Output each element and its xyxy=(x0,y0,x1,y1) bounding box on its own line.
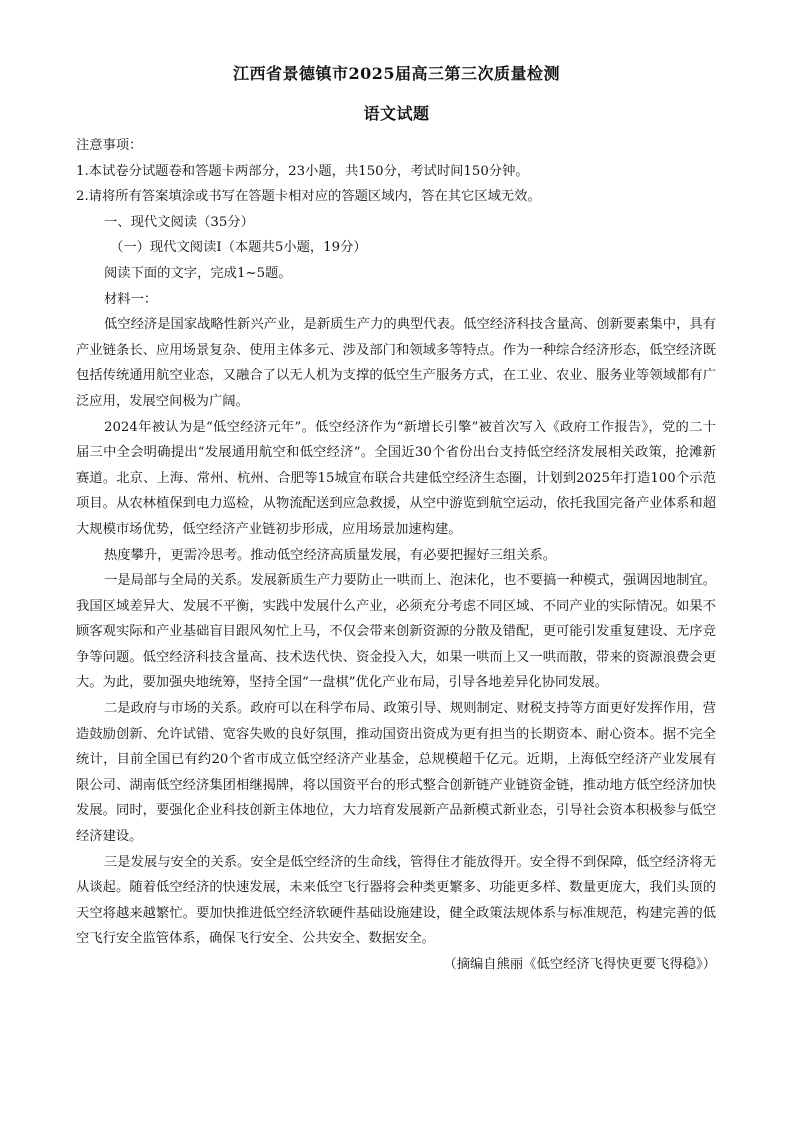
exam-title: 江西省景德镇市2025届高三第三次质量检测 xyxy=(232,64,561,83)
section-heading: 一、现代文阅读（35分） xyxy=(104,214,254,230)
source-citation: （摘编自熊丽《低空经济飞得快更要飞得稳》） xyxy=(443,957,716,972)
article-paragraph: 三是发展与安全的关系。安全是低空经济的生命线，管得住才能放得开。安全得不到保障，低空经济将无从谈起。随着低空经济的快速发展，未来低空飞行器将会种类更繁多、功能更多样、数量更庞大，我们头顶的天空将越来越繁忙。要加快推进低空经济软硬件基础设施建设，健全政策法规体系与标准规范，构建完善的低空飞行安全监管体系，确保飞行安全、公共安全、数据安全。 xyxy=(76,854,716,947)
article-paragraph: 低空经济是国家战略性新兴产业，是新质生产力的典型代表。低空经济科技含量高、创新要素集中，具有产业链条长、应用场景复杂、使用主体多元、涉及部门和领域多等特点。作为一种综合经济形态，低空经济既包括传统通用航空业态，又融合了以无人机为支撑的低空生产服务方式，在工业、农业、服务业等领域都有广泛应用，发展空间极为广阔。 xyxy=(76,317,716,409)
exam-subtitle: 语文试题 xyxy=(363,104,430,123)
section-subheading: （一）现代文阅读Ⅰ（本题共5小题，19分） xyxy=(110,240,367,256)
note-item: 1.本试卷分试题卷和答题卡两部分，23小题，共150分，考试时间150分钟。 xyxy=(76,163,529,179)
article-paragraph: 二是政府与市场的关系。政府可以在科学布局、政策引导、规则制定、财税支持等方面更好发挥作用，营造鼓励创新、允许试错、宽容失败的良好氛围，推动国资出资成为更有担当的长期资本、耐心资本。据不完全统计，目前全国已有约20个省市成立低空经济产业基金，总规模超千亿元。近期，上海低空经济产业发展有限公司、湖南低空经济集团相继揭牌，将以国资平台的形式整合创新链产业链资金链，推动地方低空经济加快发展。同时，要强化企业科技创新主体地位，大力培育发展新产品新模式新业态，引导社会资本积极参与低空经济建设。 xyxy=(76,701,716,845)
article-paragraph: 2024年被认为是“低空经济元年”。低空经济作为“新增长引擎”被首次写入《政府工作报告》，党的二十届三中全会明确提出“发展通用航空和低空经济”。全国近30个省份出台支持低空经济发展相关政策，抢滩新赛道。北京、上海、常州、杭州、合肥等15城宣布联合共建低空经济生态圈，计划到2025年打造100个示范项目。从农林植保到电力巡检，从物流配送到应急救援，从空中游览到航空运动，依托我国完备产业体系和超大规模市场优势，低空经济产业链初步形成，应用场景加速构建。 xyxy=(76,419,716,537)
notes-heading: 注意事项： xyxy=(76,138,143,153)
note-item: 2.请将所有答案填涂或书写在答题卡相对应的答题区域内，答在其它区域无效。 xyxy=(76,189,541,205)
reading-instruction: 阅读下面的文字，完成1~5题。 xyxy=(104,265,292,281)
exam-content xyxy=(76,133,716,978)
material-label: 材料一： xyxy=(104,291,158,307)
article-paragraph: 热度攀升，更需冷思考。推动低空经济高质量发展，有必要把握好三组关系。 xyxy=(104,547,557,563)
article-paragraph: 一是局部与全局的关系。发展新质生产力要防止一哄而上、泡沫化，也不要搞一种模式，强调因地制宜。我国区域差异大、发展不平衡，实践中发展什么产业，必须充分考虑不同区域、不同产业的实际情况。如果不顾客观实际和产业基础盲目跟风匆忙上马，不仅会带来创新资源的分散及错配，更可能引发重复建设、无序竞争等问题。低空经济科技含量高、技术迭代快、资金投入大，如果一哄而上又一哄而散，带来的资源浪费会更大。为此，要加强央地统筹，坚持全国“一盘棋”优化产业布局，引导各地差异化协同发展。 xyxy=(76,573,716,691)
